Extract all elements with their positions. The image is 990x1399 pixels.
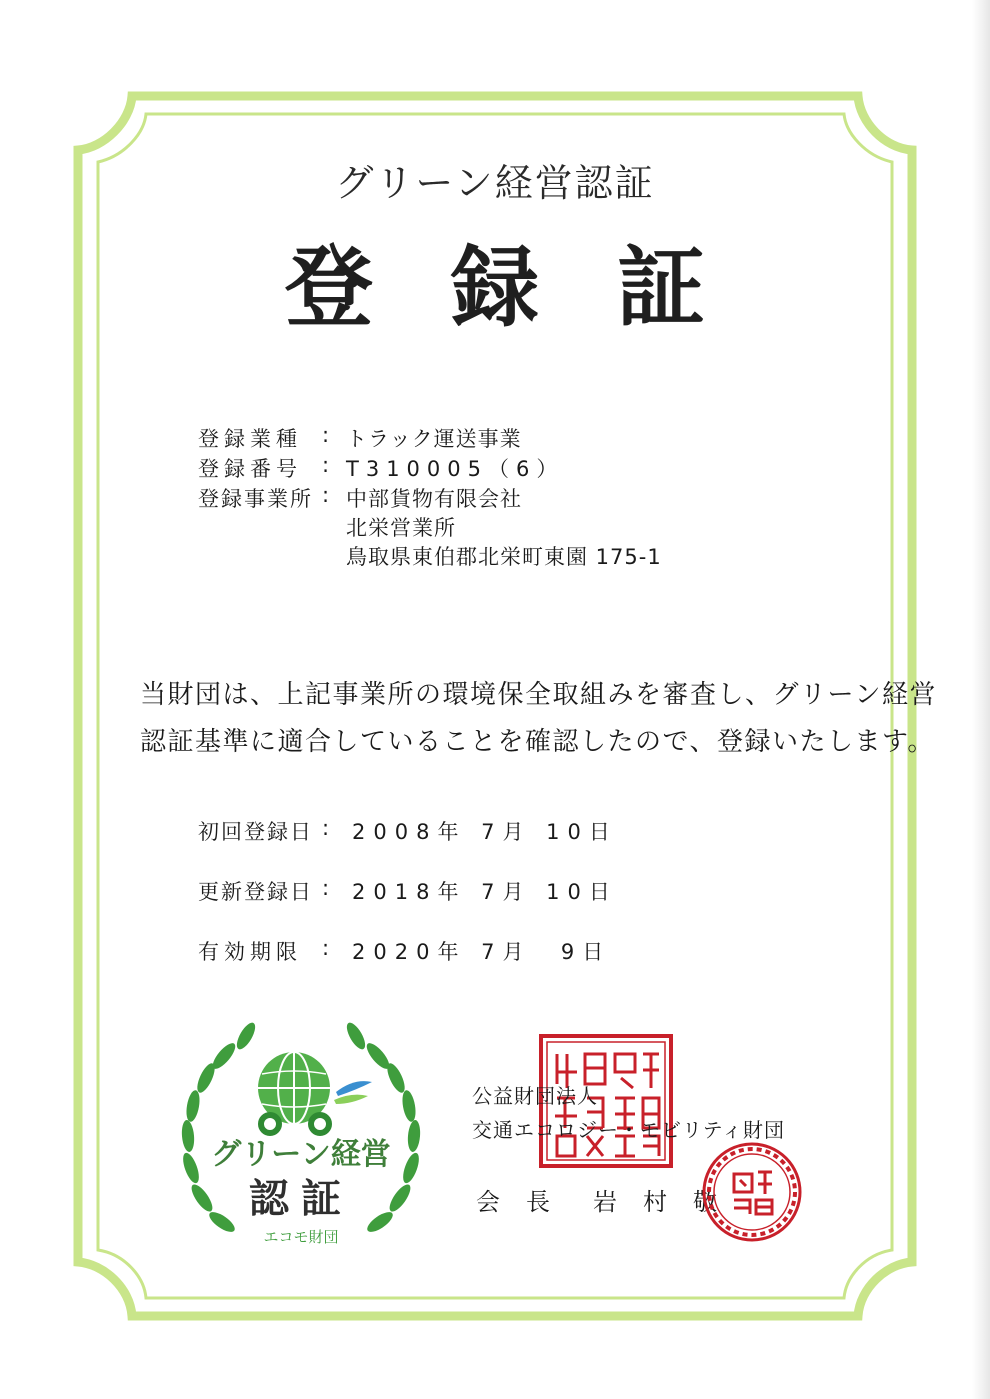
- certificate-subtitle: グリーン経営認証: [335, 161, 655, 205]
- number-colon: :: [322, 453, 330, 477]
- president-title: 会長: [476, 1188, 576, 1216]
- renewal-date-value: 2018年 7月 10日: [352, 880, 618, 904]
- initial-date-label: 初回登録日: [198, 820, 313, 844]
- issuer-type: 公益財団法人: [472, 1084, 598, 1108]
- expiry-date-value: 2020年 7月 9日: [352, 940, 612, 964]
- green-management-logo: [176, 1016, 426, 1268]
- industry-colon: :: [322, 423, 330, 447]
- industry-value: トラック運送事業: [346, 427, 522, 451]
- logo-text-line2: 認証: [249, 1176, 353, 1222]
- office-address: 鳥取県東伯郡北栄町東園 175-1: [346, 545, 662, 569]
- office-branch: 北栄営業所: [346, 516, 456, 540]
- expiry-date-label: 有効期限: [198, 940, 302, 964]
- issuer-name: 交通エコロジー・モビリティ財団: [472, 1118, 785, 1142]
- initial-date-colon: :: [322, 816, 330, 840]
- certificate-title: 登録証: [284, 236, 783, 339]
- number-label: 登録番号: [198, 457, 302, 481]
- expiry-date-colon: :: [322, 936, 330, 960]
- leaf-swoosh-icon: [334, 1081, 372, 1104]
- office-label: 登録事業所: [198, 487, 313, 511]
- number-value: T310005（6）: [346, 457, 565, 481]
- logo-text-line3: エコモ財団: [263, 1228, 339, 1246]
- initial-date-value: 2008年 7月 10日: [352, 820, 618, 844]
- office-colon: :: [322, 483, 330, 507]
- president-name: 岩村敬: [593, 1188, 743, 1216]
- logo-text-line1: グリーン経営: [211, 1137, 391, 1172]
- renewal-date-label: 更新登録日: [198, 880, 313, 904]
- statement-line-2: 認証基準に適合していることを確認したので、登録いたします。: [140, 727, 935, 757]
- round-seal-stamp: [700, 1140, 804, 1244]
- renewal-date-colon: :: [322, 876, 330, 900]
- industry-label: 登録業種: [198, 427, 302, 451]
- office-company: 中部貨物有限会社: [346, 487, 522, 511]
- statement-line-1: 当財団は、上記事業所の環境保全取組みを審査し、グリーン経営: [140, 680, 937, 710]
